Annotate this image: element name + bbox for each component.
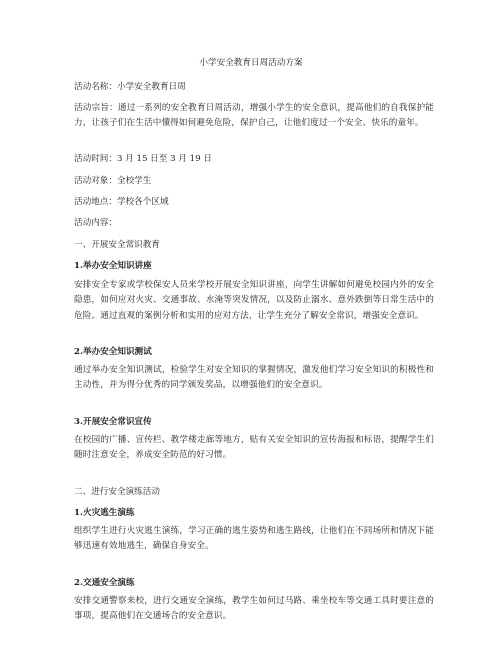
subsection-title: 3.开展安全常识宣传 [74, 417, 152, 427]
subsection-title: 1.举办安全知识讲座 [74, 261, 152, 271]
activity-name: 活动名称：小学安全教育日周 [74, 82, 186, 92]
subsection-body: 通过举办安全知识测试，检验学生对安全知识的掌握情况，激发他们学习安全知识的积极性和主动性，并为得分优秀的同学颁发奖品，以增强他们的安全意识。 [74, 365, 434, 391]
document-title: 小学安全教育日周活动方案 [199, 58, 303, 68]
activity-content-label: 活动内容： [74, 218, 117, 228]
subsection-title: 2.交通安全演练 [74, 578, 135, 588]
activity-purpose: 活动宗旨：通过一系列的安全教育日周活动，增强小学生的安全意识，提高他们的自我保护能力，让孩子们在生活中懂得如何避免危险，保护自己，让他们度过一个安全、快乐的童年。 [74, 103, 434, 129]
subsection-title: 2.举办安全知识测试 [74, 347, 152, 357]
activity-target: 活动对象：全校学生 [74, 176, 152, 186]
subsection-body: 安排安全专家或学校保安人员来学校开展安全知识讲座，向学生讲解如何避免校园内外的安全隐患，如何应对火灾、交通事故、水淹等突发情况，以及防止溺水、意外跌倒等日常生活中的危险。通过直观的案例分析和实用的应对方法，让学生充分了解安全常识，增强安全意识。 [74, 280, 434, 321]
subsection-body: 组织学生进行火灾逃生演练，学习正确的逃生姿势和逃生路线，让他们在不同场所和情况下能够迅速有效地逃生，确保自身安全。 [74, 526, 434, 552]
subsection-title: 1.火灾逃生演练 [74, 508, 135, 518]
section-heading-2: 二、进行安全演练活动 [74, 487, 160, 497]
section-heading-1: 一、开展安全常识教育 [74, 240, 160, 250]
subsection-body: 在校园的广播、宣传栏、教学楼走廊等地方，贴有关安全知识的宣传海报和标语，提醒学生们随时注意安全，养成安全防范的好习惯。 [74, 435, 434, 461]
activity-location: 活动地点：学校各个区域 [74, 197, 169, 207]
activity-time: 活动时间：3 月 15 日至 3 月 19 日 [74, 154, 212, 164]
subsection-body: 安排交通警察来校，进行交通安全演练，教学生如何过马路、乘坐校车等交通工具时要注意的事项，提高他们在交通场合的安全意识。 [74, 596, 434, 622]
